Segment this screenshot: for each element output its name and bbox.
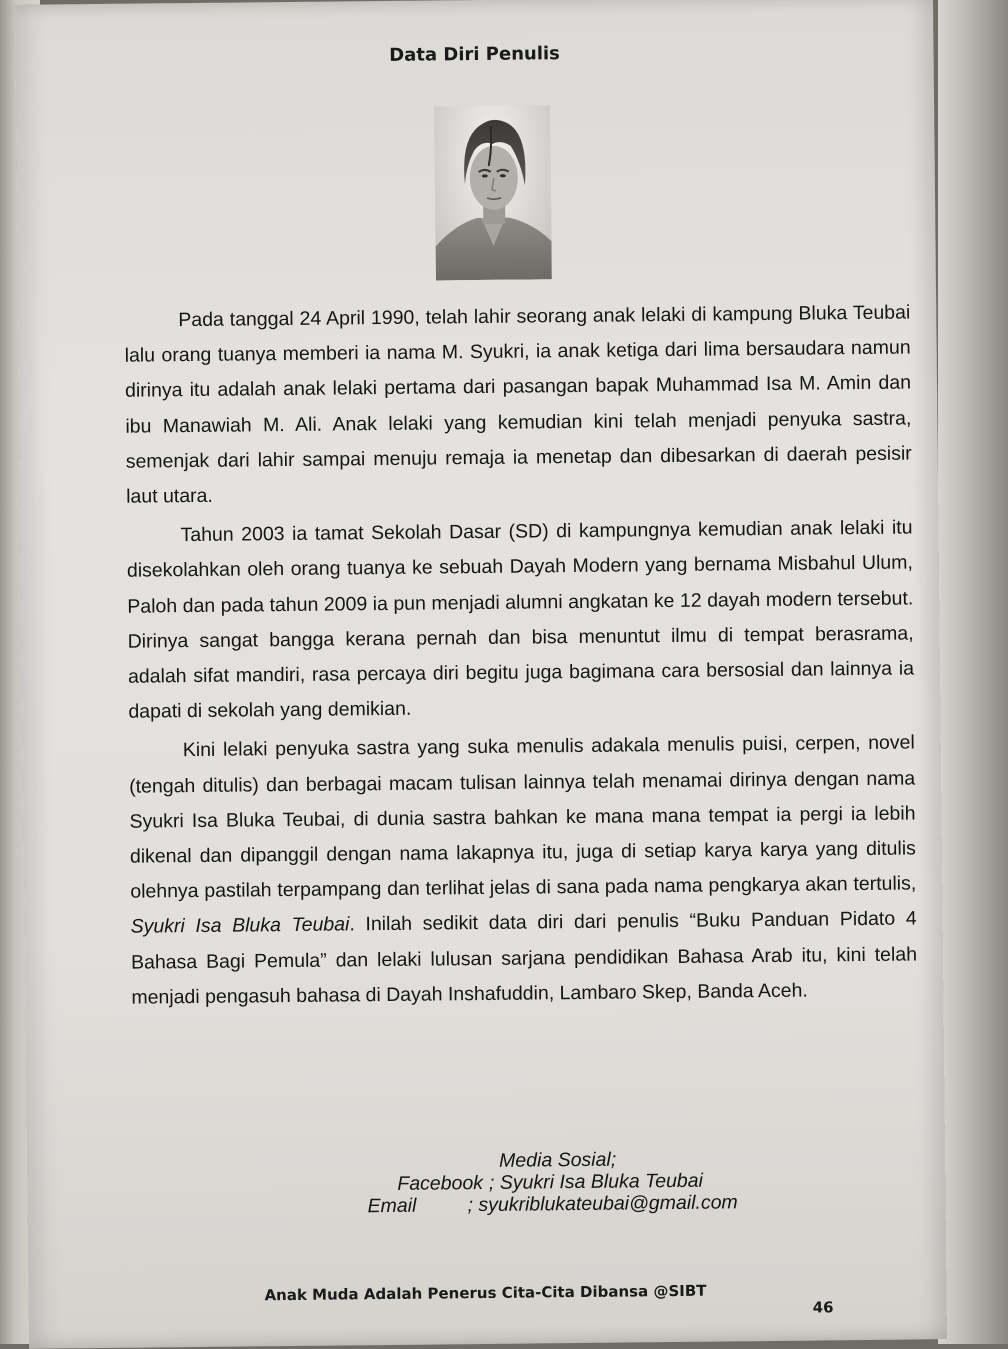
email-row (367, 1190, 827, 1217)
email-label: Email (367, 1194, 417, 1218)
email-value: ; syukriblukateubai@gmail.com (467, 1191, 738, 1217)
paragraph-3-start: Kini lelaki penyuka sastra yang suka menulis adakala menulis puisi, cerpen, novel (tengah ditulis) dan berbagai macam tulisan lainnya telah menamai dirinya dengan nama Syukri Isa Bluka Teubai, di dunia sastra bahkan ke mana mana tempat ia pergi ia lebih dikenal dan dipanggil dengan nama lakapnya itu, juga di setiap karya karya yang ditulis olehnya pastilah terpampang dan terlihat jelas di sana pada nama pengkarya akan tertulis, (129, 731, 917, 903)
pen-name: Syukri Isa Bluka Teubai (130, 913, 350, 939)
author-photo (434, 105, 552, 280)
book-page (15, 0, 947, 1349)
facebook-value: ; Syukri Isa Bluka Teubai (488, 1169, 703, 1194)
running-footer: Anak Muda Adalah Penerus Cita-Cita Dibansa @SIBT (264, 1281, 707, 1305)
biography-text (124, 295, 917, 1019)
social-media-block (367, 1146, 828, 1217)
page-number: 46 (812, 1298, 834, 1317)
biography-paragraph-2: Tahun 2003 ia tamat Sekolah Dasar (SD) di kampungnya kemudian anak lelaki itu disekolahkan oleh orang tuanya ke sebuah Dayah Modern yang bernama Misbahul Ulum, Paloh dan pada tahun 2009 ia pun menjadi alumni angkatan ke 12 dayah modern tersebut. Dirinya sangat bangga kerana pernah dan bisa menuntut ilmu di tempat berasrama, adalah sifat mandiri, rasa percaya diri begitu juga bagimana cara bersosial dan lainnya ia dapati di sekolah yang demikian. (126, 516, 915, 723)
social-media-heading: Media Sosial; (499, 1148, 617, 1172)
biography-paragraph-3 (129, 726, 918, 1016)
paragraph-3-end: . Inilah sedikit data diri dari penulis “Buku Panduan Pidato 4 Bahasa Bagi Pemula” dan lelaki lulusan sarjana pendidikan Bahasa Arab itu, kini telah menjadi pengasuh bahasa di Dayah Inshafuddin, Lambaro Skep, Banda Aceh. (130, 907, 918, 1009)
biography-paragraph-1: Pada tanggal 24 April 1990, telah lahir seorang anak lelaki di kampung Bluka Teubai lalu orang tuanya memberi ia nama M. Syukri, ia anak ketiga dari lima bersaudara namun dirinya itu adalah anak lelaki pertama dari pasangan bapak Muhammad Isa M. Amin dan ibu Manawiah M. Ali. Anak lelaki yang kemudian kini telah menjadi penyuka sastra, semenjak dari lahir sampai menuju remaja ia menetap dan dibesarkan di daerah pesisir laut utara. (124, 301, 912, 508)
page-title: Data Diri Penulis (389, 43, 560, 66)
facebook-label: Facebook (397, 1172, 484, 1195)
page-stack-right (938, 0, 1008, 1344)
